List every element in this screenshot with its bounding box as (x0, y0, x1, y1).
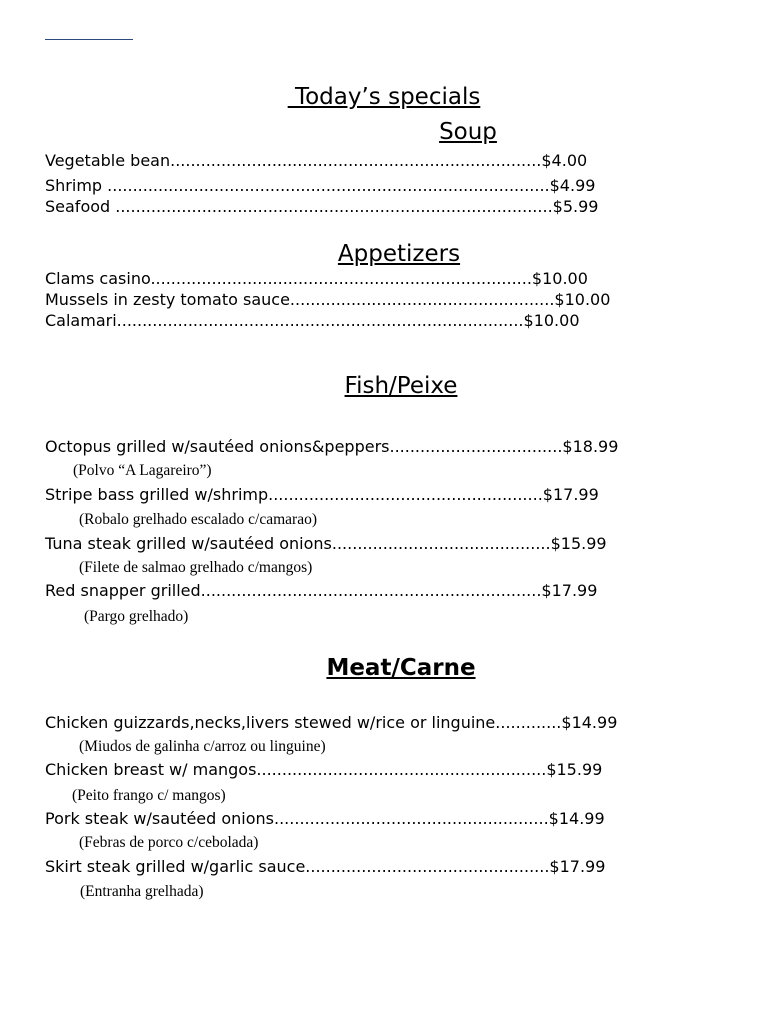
menu-item-translation: (Polvo “A Lagareiro”) (73, 462, 212, 479)
menu-item: Octopus grilled w/sautéed onions&peppers..................................$18.99 (45, 437, 619, 456)
menu-item: Calamari................................................................................$10.00 (45, 311, 580, 330)
menu-item: Shrimp .......................................................................................$4.99 (45, 176, 596, 195)
page-title: Today’s specials (287, 84, 481, 110)
menu-item-translation: (Robalo grelhado escalado c/camarao) (79, 511, 317, 528)
menu-item: Clams casino...........................................................................$10.00 (45, 269, 588, 288)
menu-item-translation: (Entranha grelhada) (80, 883, 204, 900)
menu-item-translation: (Miudos de galinha c/arroz ou linguine) (79, 738, 326, 755)
menu-item: Stripe bass grilled w/shrimp......................................................$17.99 (45, 485, 599, 504)
menu-item-translation: (Febras de porco c/cebolada) (79, 834, 259, 851)
menu-item-translation: (Pargo grelhado) (84, 608, 189, 625)
menu-item: Seafood ......................................................................................$5.99 (45, 197, 599, 216)
menu-item: Chicken breast w/ mangos.........................................................$15.99 (45, 760, 603, 779)
menu-item: Tuna steak grilled w/sautéed onions...........................................$15.99 (45, 534, 607, 553)
menu-item: Chicken guizzards,necks,livers stewed w/rice or linguine.............$14.99 (45, 713, 618, 732)
section-heading-meat: Meat/Carne (326, 655, 476, 681)
section-heading-soup: Soup (439, 119, 497, 145)
section-heading-fish: Fish/Peixe (344, 373, 458, 399)
section-heading-appetizers: Appetizers (337, 241, 461, 267)
menu-item: Skirt steak grilled w/garlic sauce................................................$17.99 (45, 857, 606, 876)
top-rule (45, 39, 133, 40)
menu-item: Pork steak w/sautéed onions......................................................$14.99 (45, 809, 605, 828)
menu-item: Mussels in zesty tomato sauce....................................................$10.00 (45, 290, 611, 309)
menu-item-translation: (Filete de salmao grelhado c/mangos) (79, 559, 313, 576)
menu-item-translation: (Peito frango c/ mangos) (72, 787, 226, 804)
menu-item: Red snapper grilled...................................................................$17.99 (45, 581, 598, 600)
menu-item: Vegetable bean.........................................................................$4.00 (45, 151, 588, 170)
